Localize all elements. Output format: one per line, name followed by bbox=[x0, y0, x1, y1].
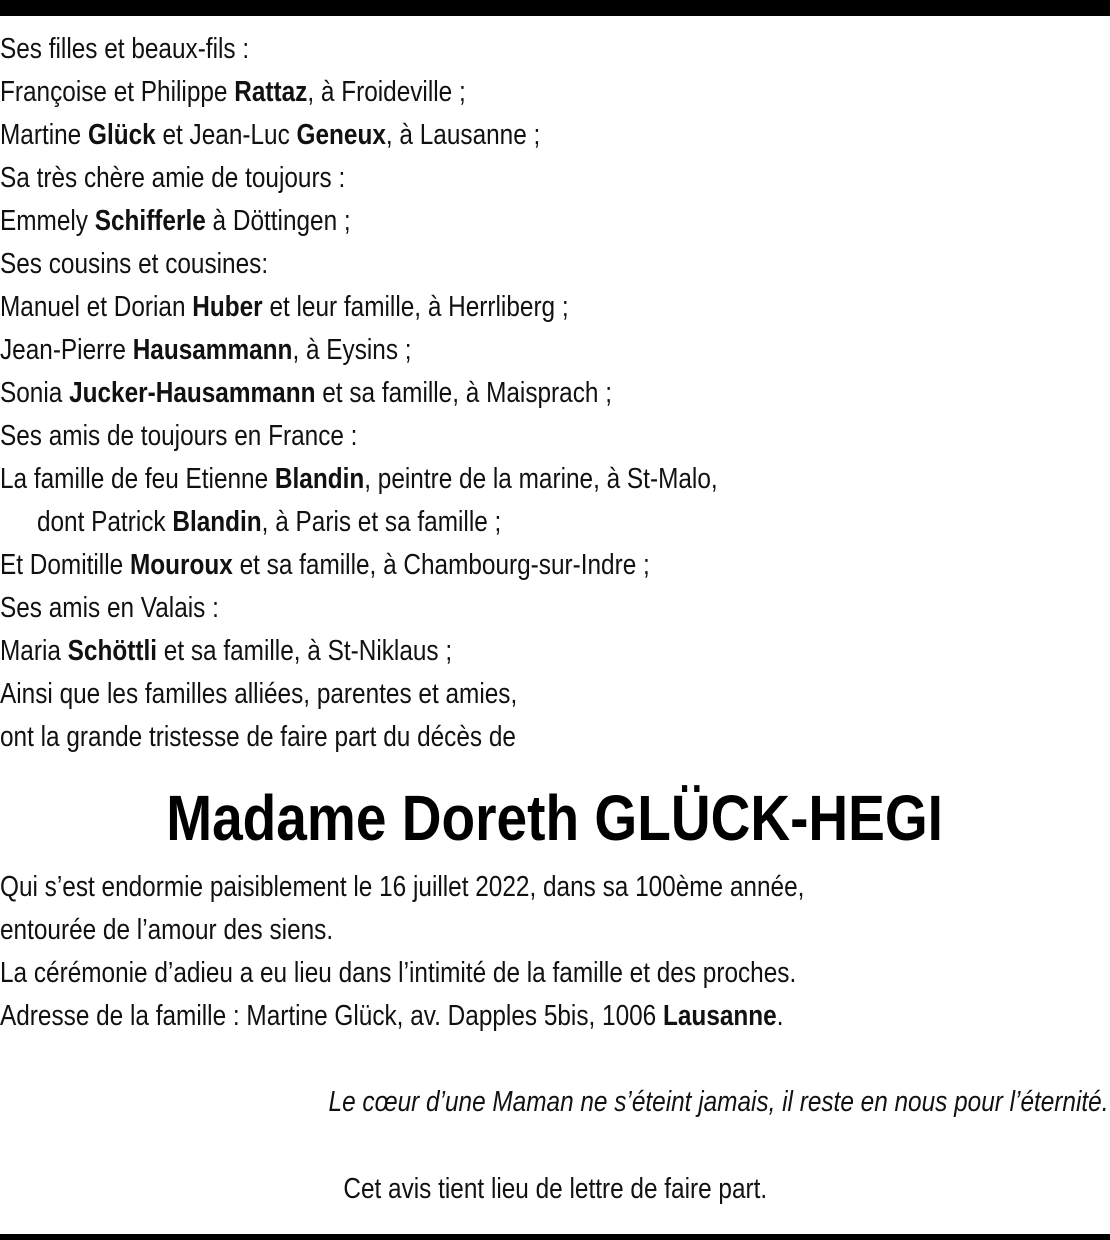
closing-note: Cet avis tient lieu de lettre de faire part. bbox=[343, 1173, 767, 1205]
list-item: Emmely Schifferle à Döttingen ; bbox=[0, 205, 351, 237]
list-item: ont la grande tristesse de faire part du décès de bbox=[0, 721, 516, 753]
list-item: Et Domitille Mouroux et sa famille, à Chambourg-sur-Indre ; bbox=[0, 549, 650, 581]
deceased-name: Madame Doreth GLÜCK-HEGI bbox=[166, 782, 944, 854]
list-item: Françoise et Philippe Rattaz, à Froideville ; bbox=[0, 76, 466, 108]
details-paragraph bbox=[0, 866, 1110, 1038]
list-item: Ainsi que les familles alliées, parentes et amies, bbox=[0, 678, 518, 710]
details-line: Qui s’est endormie paisiblement le 16 juillet 2022, dans sa 100ème année, bbox=[0, 871, 805, 903]
top-rule bbox=[0, 0, 1110, 16]
list-item: Ses amis en Valais : bbox=[0, 592, 219, 624]
list-item: Ses filles et beaux-fils : bbox=[0, 33, 250, 65]
details-line: La cérémonie d’adieu a eu lieu dans l’intimité de la famille et des proches. bbox=[0, 957, 797, 989]
list-item: Manuel et Dorian Huber et leur famille, à Herrliberg ; bbox=[0, 291, 569, 323]
list-item: dont Patrick Blandin, à Paris et sa famille ; bbox=[36, 506, 502, 538]
list-item: Sa très chère amie de toujours : bbox=[0, 162, 346, 194]
bottom-rule bbox=[0, 1234, 1110, 1240]
memorial-quote: Le cœur d’une Maman ne s’éteint jamais, il reste en nous pour l’éternité. bbox=[328, 1086, 1108, 1118]
family-address: Adresse de la famille : Martine Glück, av. Dapples 5bis, 1006 Lausanne. bbox=[0, 1000, 784, 1032]
list-item: Martine Glück et Jean-Luc Geneux, à Lausanne ; bbox=[0, 119, 541, 151]
family-list bbox=[0, 28, 932, 759]
list-item: Maria Schöttli et sa famille, à St-Niklaus ; bbox=[0, 635, 453, 667]
list-item: Ses amis de toujours en France : bbox=[0, 420, 358, 452]
list-item: Ses cousins et cousines: bbox=[0, 248, 269, 280]
list-item: Sonia Jucker-Hausammann et sa famille, à Maisprach ; bbox=[0, 377, 612, 409]
details-line: entourée de l’amour des siens. bbox=[0, 914, 334, 946]
list-item: La famille de feu Etienne Blandin, peintre de la marine, à St-Malo, bbox=[0, 463, 718, 495]
list-item: Jean-Pierre Hausammann, à Eysins ; bbox=[0, 334, 412, 366]
